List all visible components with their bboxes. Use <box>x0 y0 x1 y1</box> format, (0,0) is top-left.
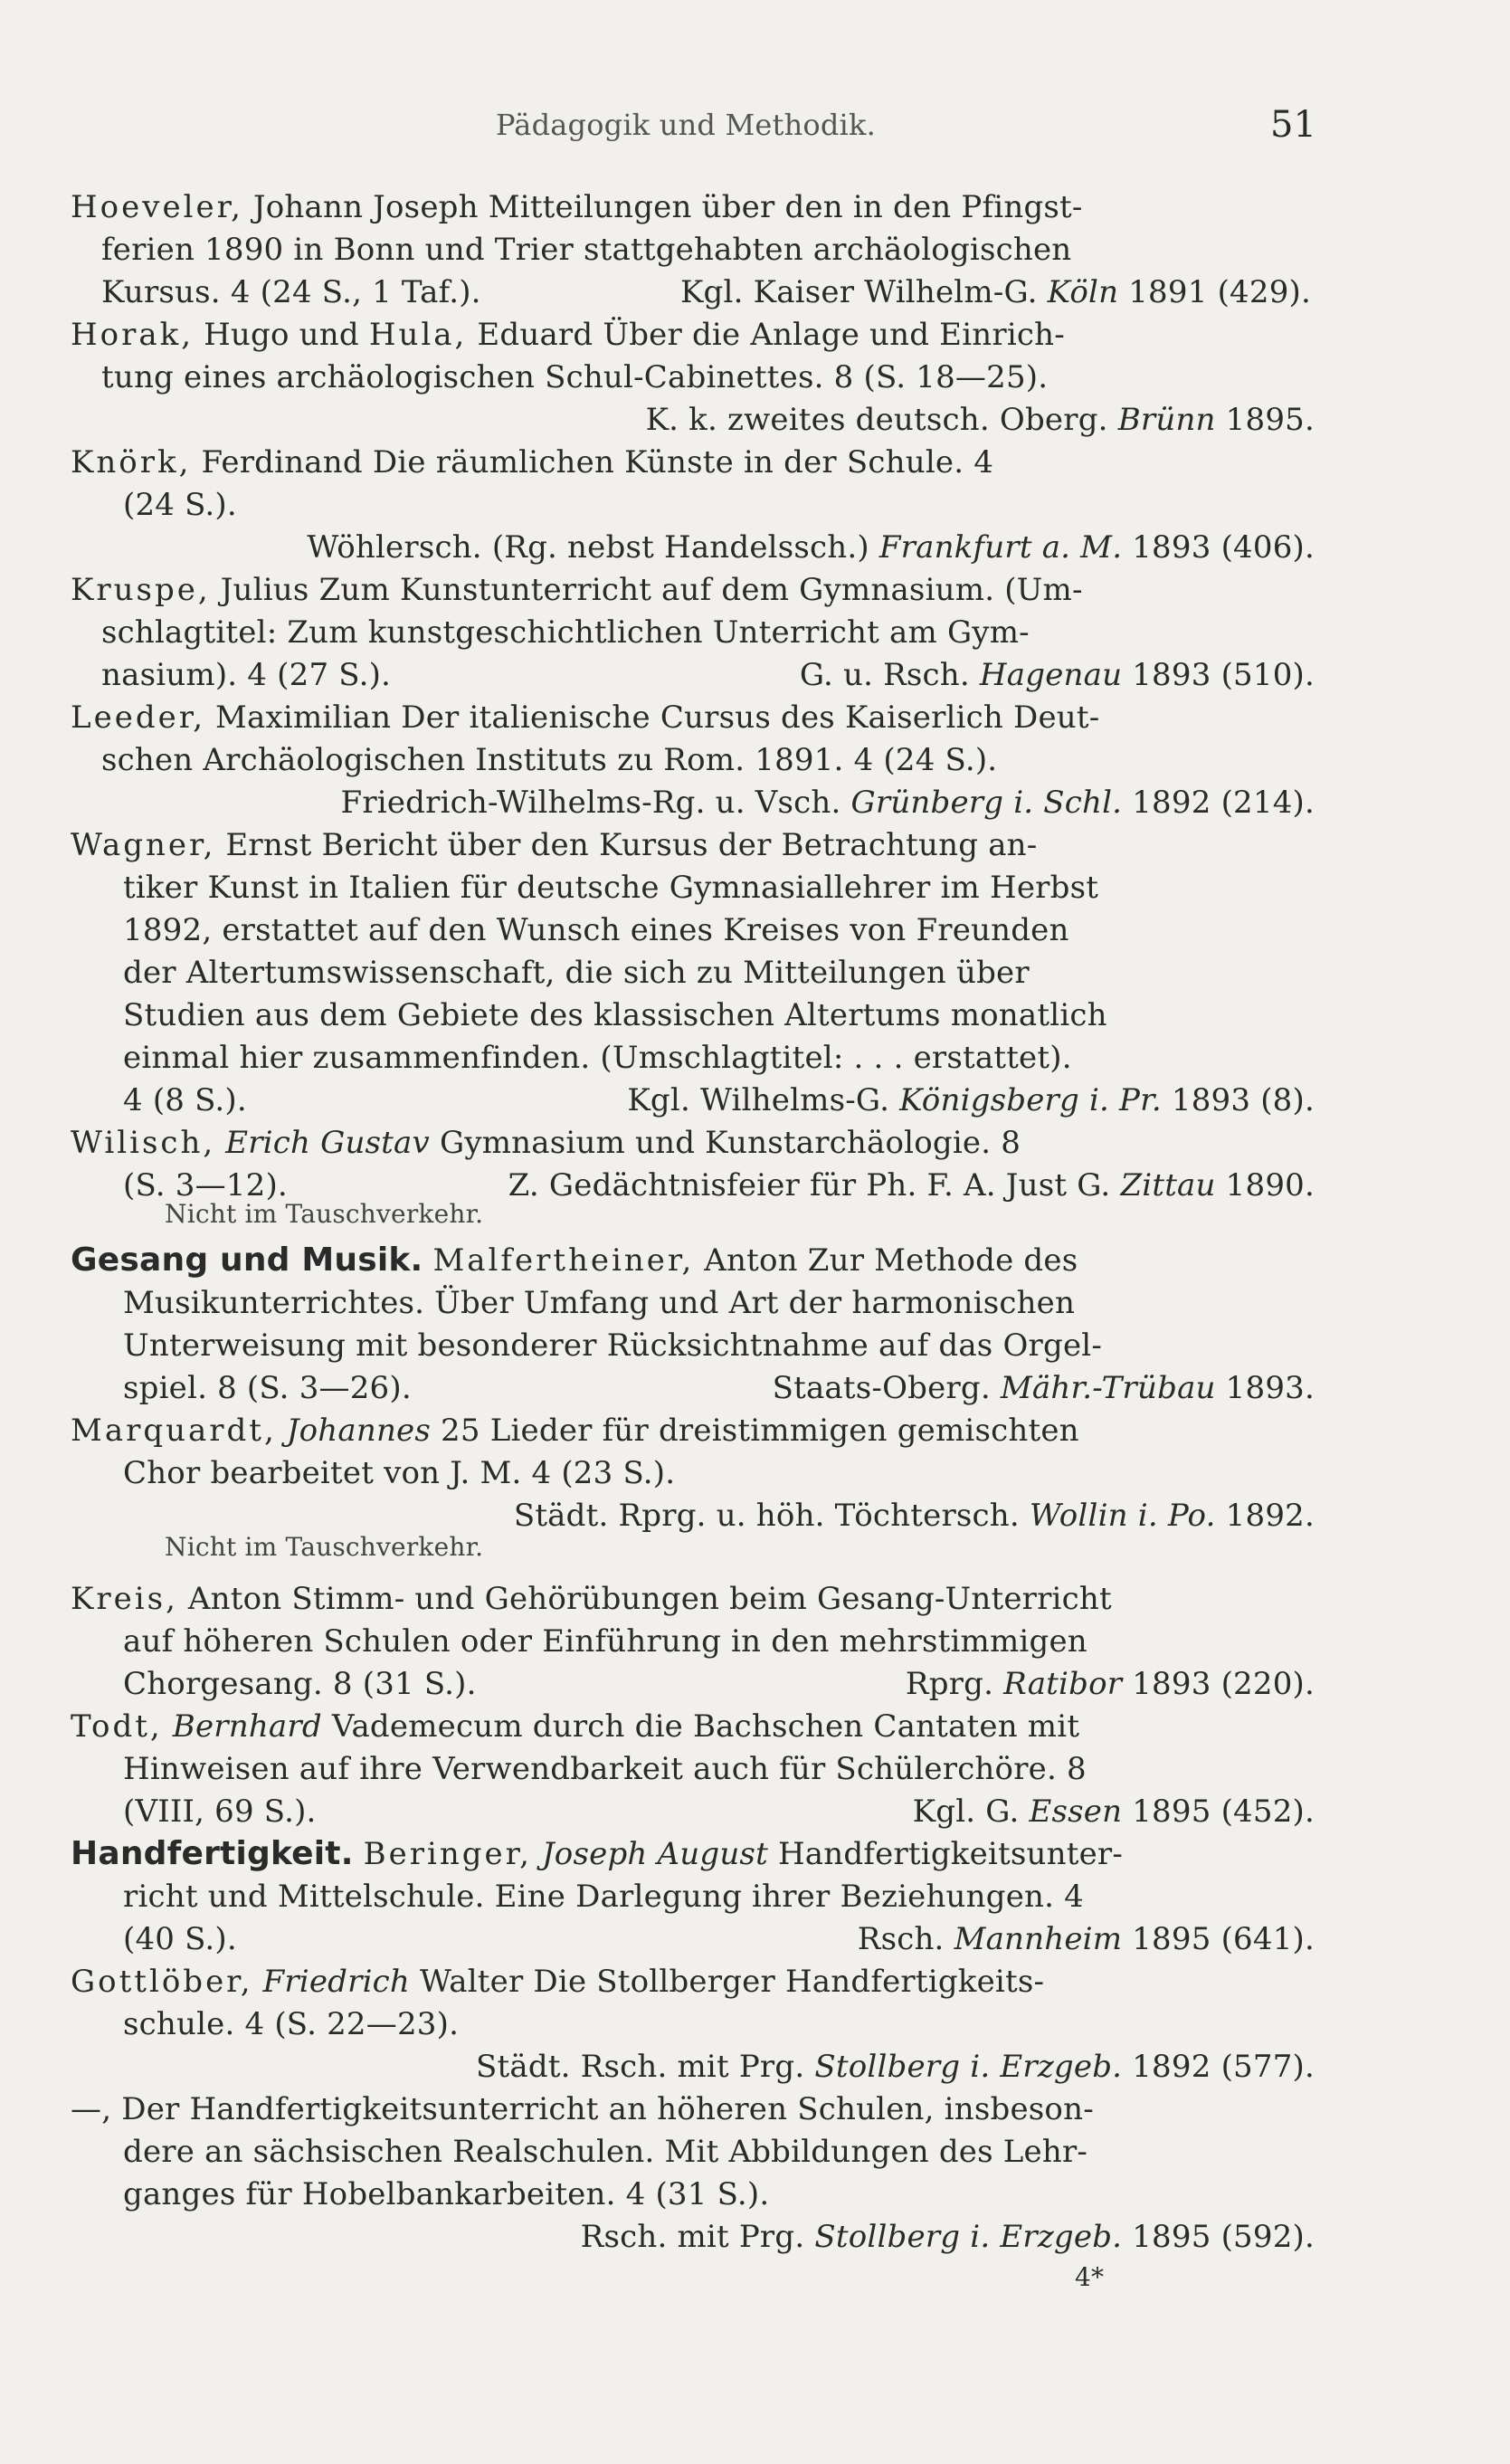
entry-beringer-school: Rsch. Mannheim 1895 (641). <box>857 1921 1315 1957</box>
entry-beringer-line3: (40 S.). <box>123 1921 237 1957</box>
entry-kreis-school: Rprg. Ratibor 1893 (220). <box>905 1666 1315 1702</box>
page-number: 51 <box>1270 104 1317 146</box>
entry-beringer-line2: richt und Mittelschule. Eine Darlegung ihrer Beziehungen. 4 <box>123 1879 1084 1915</box>
entry-malfertheiner-line3: Unterweisung mit besonderer Rücksichtnahme auf das Orgel- <box>123 1327 1103 1364</box>
entry-kreis-line1: Kreis, Anton Stimm- und Gehörübungen beim Gesang-Unterricht <box>71 1581 1112 1617</box>
entry-marquardt-note: Nicht im Tauschverkehr. <box>165 1532 484 1562</box>
entry-marquardt-school: Städt. Rprg. u. höh. Töchtersch. Wollin i. Po. 1892. <box>513 1498 1315 1534</box>
entry-kruspe-line1: Kruspe, Julius Zum Kunstunterricht auf dem Gymnasium. (Um- <box>71 572 1083 608</box>
entry-gottloeber-school: Städt. Rsch. mit Prg. Stollberg i. Erzgeb. 1892 (577). <box>476 2049 1315 2085</box>
entry-todt-school: Kgl. G. Essen 1895 (452). <box>912 1793 1315 1830</box>
entry-malfertheiner-line2: Musikunterrichtes. Über Umfang und Art der harmonischen <box>123 1285 1076 1321</box>
entry-knoerk-line1: Knörk, Ferdinand Die räumlichen Künste in der Schule. 4 <box>71 444 994 480</box>
section-heading-handfertigkeit: Handfertigkeit. <box>71 1835 354 1872</box>
entry-todt-line1: Todt, Bernhard Vademecum durch die Bachschen Cantaten mit <box>71 1708 1080 1745</box>
entry-wagner-line5: Studien aus dem Gebiete des klassischen Altertums monatlich <box>123 997 1107 1033</box>
entry-wagner-school: Kgl. Wilhelms-G. Königsberg i. Pr. 1893 (8). <box>627 1082 1315 1118</box>
entry-kruspe-line3: nasium). 4 (27 S.). <box>101 657 392 693</box>
entry-horak-line1: Horak, Hugo und Hula, Eduard Über die Anlage und Einrich- <box>71 317 1065 353</box>
entry-wagner-line3: 1892, erstattet auf den Wunsch eines Kreises von Freunden <box>123 912 1069 948</box>
entry-malfertheiner-line4: spiel. 8 (S. 3—26). <box>123 1370 412 1406</box>
entry-wagner-line6: einmal hier zusammenfinden. (Umschlagtitel: . . . erstattet). <box>123 1040 1072 1076</box>
entry-wilisch-school: Z. Gedächtnisfeier für Ph. F. A. Just G. Zittau 1890. <box>508 1167 1315 1203</box>
entry-horak-school: K. k. zweites deutsch. Oberg. Brünn 1895. <box>645 402 1315 438</box>
entry-hoeveler-line3: Kursus. 4 (24 S., 1 Taf.). <box>101 274 481 310</box>
entry-leeder-school: Friedrich-Wilhelms-Rg. u. Vsch. Grünberg i. Schl. 1892 (214). <box>340 785 1315 821</box>
entry-horak-line2: tung eines archäologischen Schul-Cabinettes. 8 (S. 18—25). <box>101 359 1049 395</box>
entry-dash-school: Rsch. mit Prg. Stollberg i. Erzgeb. 1895 (592). <box>580 2219 1315 2255</box>
entry-leeder-line1: Leeder, Maximilian Der italienische Cursus des Kaiserlich Deut- <box>71 699 1100 736</box>
entry-wilisch-line2: (S. 3—12). <box>123 1167 288 1203</box>
entry-malfertheiner-school: Staats-Oberg. Mähr.-Trübau 1893. <box>772 1370 1315 1406</box>
entry-todt-line3: (VIII, 69 S.). <box>123 1793 317 1830</box>
entry-hoeveler-line1: Hoeveler, Johann Joseph Mitteilungen über den in den Pfingst- <box>71 189 1083 225</box>
entry-wagner-line7: 4 (8 S.). <box>123 1082 247 1118</box>
section-heading-gesang: Gesang und Musik. <box>71 1242 423 1279</box>
entry-kreis-line3: Chorgesang. 8 (31 S.). <box>123 1666 477 1702</box>
entry-kreis-line2: auf höheren Schulen oder Einführung in den mehrstimmigen <box>123 1623 1087 1660</box>
entry-todt-line2: Hinweisen auf ihre Verwendbarkeit auch für Schülerchöre. 8 <box>123 1751 1087 1787</box>
entry-hoeveler-line2: ferien 1890 in Bonn und Trier stattgehabten archäologischen <box>101 232 1072 268</box>
entry-wilisch-note: Nicht im Tauschverkehr. <box>165 1199 484 1229</box>
running-head: Pädagogik und Methodik. <box>496 108 876 142</box>
entry-kruspe-school: G. u. Rsch. Hagenau 1893 (510). <box>799 657 1315 693</box>
entry-knoerk-school: Wöhlersch. (Rg. nebst Handelssch.) Frankfurt a. M. 1893 (406). <box>307 529 1315 566</box>
entry-hoeveler-school: Kgl. Kaiser Wilhelm-G. Köln 1891 (429). <box>679 274 1311 310</box>
signature-mark: 4* <box>1075 2262 1105 2292</box>
entry-knoerk-line2: (24 S.). <box>123 487 237 523</box>
entry-gottloeber-line1: Gottlöber, Friedrich Walter Die Stollberger Handfertigkeits- <box>71 1964 1045 2000</box>
entry-dash-line2: dere an sächsischen Realschulen. Mit Abbildungen des Lehr- <box>123 2134 1088 2170</box>
entry-wagner-line4: der Altertumswissenschaft, die sich zu Mitteilungen über <box>123 955 1030 991</box>
entry-wilisch-line1: Wilisch, Erich Gustav Gymnasium und Kunstarchäologie. 8 <box>71 1125 1021 1161</box>
entry-dash-line3: ganges für Hobelbankarbeiten. 4 (31 S.). <box>123 2176 770 2212</box>
entry-marquardt-line2: Chor bearbeitet von J. M. 4 (23 S.). <box>123 1455 676 1491</box>
entry-dash-line1: —, Der Handfertigkeitsunterricht an höheren Schulen, insbeson- <box>71 2091 1094 2127</box>
entry-kruspe-line2: schlagtitel: Zum kunstgeschichtlichen Unterricht am Gym- <box>101 614 1030 651</box>
entry-leeder-line2: schen Archäologischen Instituts zu Rom. 1891. 4 (24 S.). <box>101 742 998 778</box>
entry-wagner-line2: tiker Kunst in Italien für deutsche Gymnasiallehrer im Herbst <box>123 870 1099 906</box>
entry-gottloeber-line2: schule. 4 (S. 22—23). <box>123 2006 460 2042</box>
entry-malfertheiner-line1: Gesang und Musik. Malfertheiner, Anton Zur Methode des <box>71 1242 1078 1279</box>
entry-beringer-line1: Handfertigkeit. Beringer, Joseph August Handfertigkeitsunter- <box>71 1835 1124 1872</box>
entry-marquardt-line1: Marquardt, Johannes 25 Lieder für dreistimmigen gemischten <box>71 1413 1079 1449</box>
entry-wagner-line1: Wagner, Ernst Bericht über den Kursus der Betrachtung an- <box>71 827 1038 863</box>
